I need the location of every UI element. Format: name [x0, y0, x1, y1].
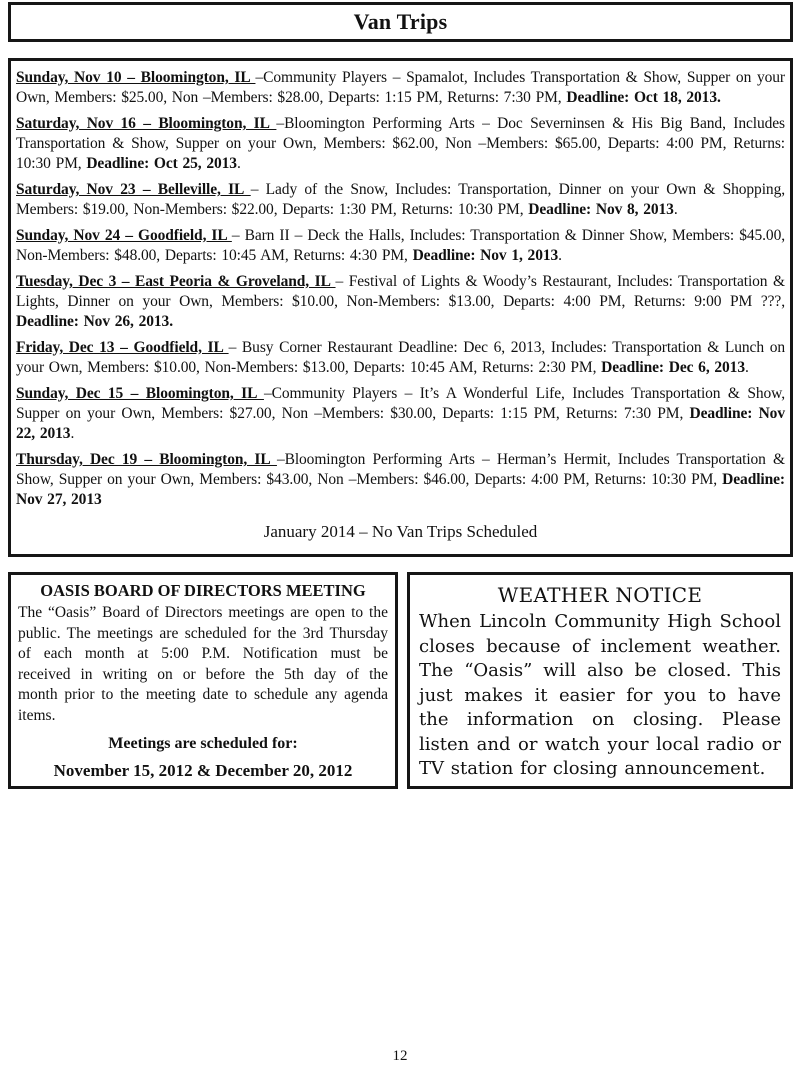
board-meeting-body: The “Oasis” Board of Directors meetings are open to the public. The meetings are scheduled for the 3rd Thursday of each month at 5:00 P.M. Notification must be received in writing on or before the 5th day of the month prior to the meeting date to schedule any agenda items. [18, 604, 388, 724]
van-trips-header-box [8, 2, 793, 42]
trip-entries [16, 68, 785, 510]
trip-entry [16, 114, 785, 174]
trip-entry [16, 338, 785, 378]
trip-description: –Bloomington Performing Arts – Herman’s Hermit, Includes Transportation & Show, Supper on your Own, Members: $43.00, Non –Members: $46.00, Departs: 4:00 PM, Returns: 10:30 PM, [16, 451, 785, 488]
trip-description: – Barn II – Deck the Halls, Includes: Transportation & Dinner Show, Members: $45.00, Non-Members: $48.00, Departs: 10:45 AM, Returns: 4:30 PM, [16, 227, 786, 264]
trip-description: . [673, 201, 678, 218]
trip-deadline: Deadline: Dec 6, 2013 [601, 359, 745, 376]
trip-date-location: Sunday, Nov 24 – Goodfield, IL [16, 227, 232, 244]
trip-date-location: Friday, Dec 13 – Goodfield, IL [16, 339, 229, 356]
trip-date-location: Saturday, Nov 23 – Belleville, IL [16, 181, 251, 198]
trip-date-location: Sunday, Nov 10 – Bloomington, IL [16, 69, 256, 86]
trip-entry [16, 180, 785, 220]
board-meeting-title: OASIS BOARD OF DIRECTORS MEETING [40, 581, 366, 600]
january-note: January 2014 – No Van Trips Scheduled [263, 522, 538, 541]
trip-date-location: Tuesday, Dec 3 – East Peoria & Groveland, IL [16, 273, 336, 290]
trip-entry [16, 226, 785, 266]
trip-deadline: Deadline: Nov 8, 2013 [528, 201, 674, 218]
weather-notice-title: WEATHER NOTICE [497, 583, 703, 607]
page-title: Van Trips [353, 9, 448, 34]
board-meeting-schedule-label: Meetings are scheduled for: [108, 735, 298, 752]
trip-deadline: Deadline: Nov 22, 2013 [16, 405, 785, 442]
trip-description: – Lady of the Snow, Includes: Transportation, Dinner on your Own & Shopping, Members: $19.00, Non-Members: $22.00, Departs: 1:30 PM, Returns: 10:30 PM, [16, 181, 785, 218]
trip-deadline: Deadline: Oct 18, 2013. [566, 89, 721, 106]
trip-description: . [236, 155, 241, 172]
van-trips-list-box [8, 58, 793, 557]
trip-date-location: Saturday, Nov 16 – Bloomington, IL [16, 115, 277, 132]
trip-description: –Community Players – Spamalot, Includes Transportation & Show, Supper on your Own, Members: $25.00, Non –Members: $28.00, Departs: 1:15 PM, Returns: 7:30 PM, [16, 69, 785, 106]
trip-description: –Bloomington Performing Arts – Doc Severninsen & His Big Band, Includes Transportation & Show, Supper on your Own, Members: $62.00, Non –Members: $65.00, Departs: 4:00 PM, Returns: 10:30 PM, [16, 115, 785, 172]
board-meeting-schedule-dates: November 15, 2012 & December 20, 2012 [53, 761, 353, 780]
trip-entry [16, 450, 785, 510]
trip-description: . [70, 425, 75, 442]
trip-date-location: Thursday, Dec 19 – Bloomington, IL [16, 451, 277, 468]
trip-entry [16, 68, 785, 108]
trip-date-location: Sunday, Dec 15 – Bloomington, IL [16, 385, 264, 402]
trip-description: – Festival of Lights & Woody’s Restaurant, Includes: Transportation & Lights, Dinner on your Own, Members: $10.00, Non-Members: $13.00, Departs: 4:00 PM, Returns: 9:00 PM ???, [16, 273, 785, 310]
trip-entry [16, 384, 785, 444]
bottom-section [8, 572, 793, 789]
trip-deadline: Deadline: Nov 27, 2013 [16, 471, 785, 508]
weather-notice-box [407, 572, 793, 789]
trip-deadline: Deadline: Nov 26, 2013. [16, 313, 173, 330]
trip-deadline: Deadline: Oct 25, 2013 [86, 155, 237, 172]
trip-description: . [558, 247, 562, 264]
trip-entry [16, 272, 785, 332]
weather-notice-body: When Lincoln Community High School closes because of inclement weather. The “Oasis” will also be closed. This just makes it easier for you to have the information on closing. Please listen and or watch your local radio or TV station for closing announcement. [419, 611, 781, 779]
trip-description: – Busy Corner Restaurant Deadline: Dec 6, 2013, Includes: Transportation & Lunch on your Own, Members: $10.00, Non-Members: $13.00, Departs: 10:45 AM, Returns: 2:30 PM, [16, 339, 785, 376]
page-number: 12 [392, 1048, 408, 1064]
trip-description: –Community Players – It’s A Wonderful Life, Includes Transportation & Show, Supper on your Own, Members: $27.00, Non –Members: $30.00, Departs: 1:15 PM, Returns: 7:30 PM, [16, 385, 786, 422]
trip-description: . [744, 359, 749, 376]
board-meeting-box [8, 572, 398, 789]
trip-deadline: Deadline: Nov 1, 2013 [412, 247, 559, 264]
